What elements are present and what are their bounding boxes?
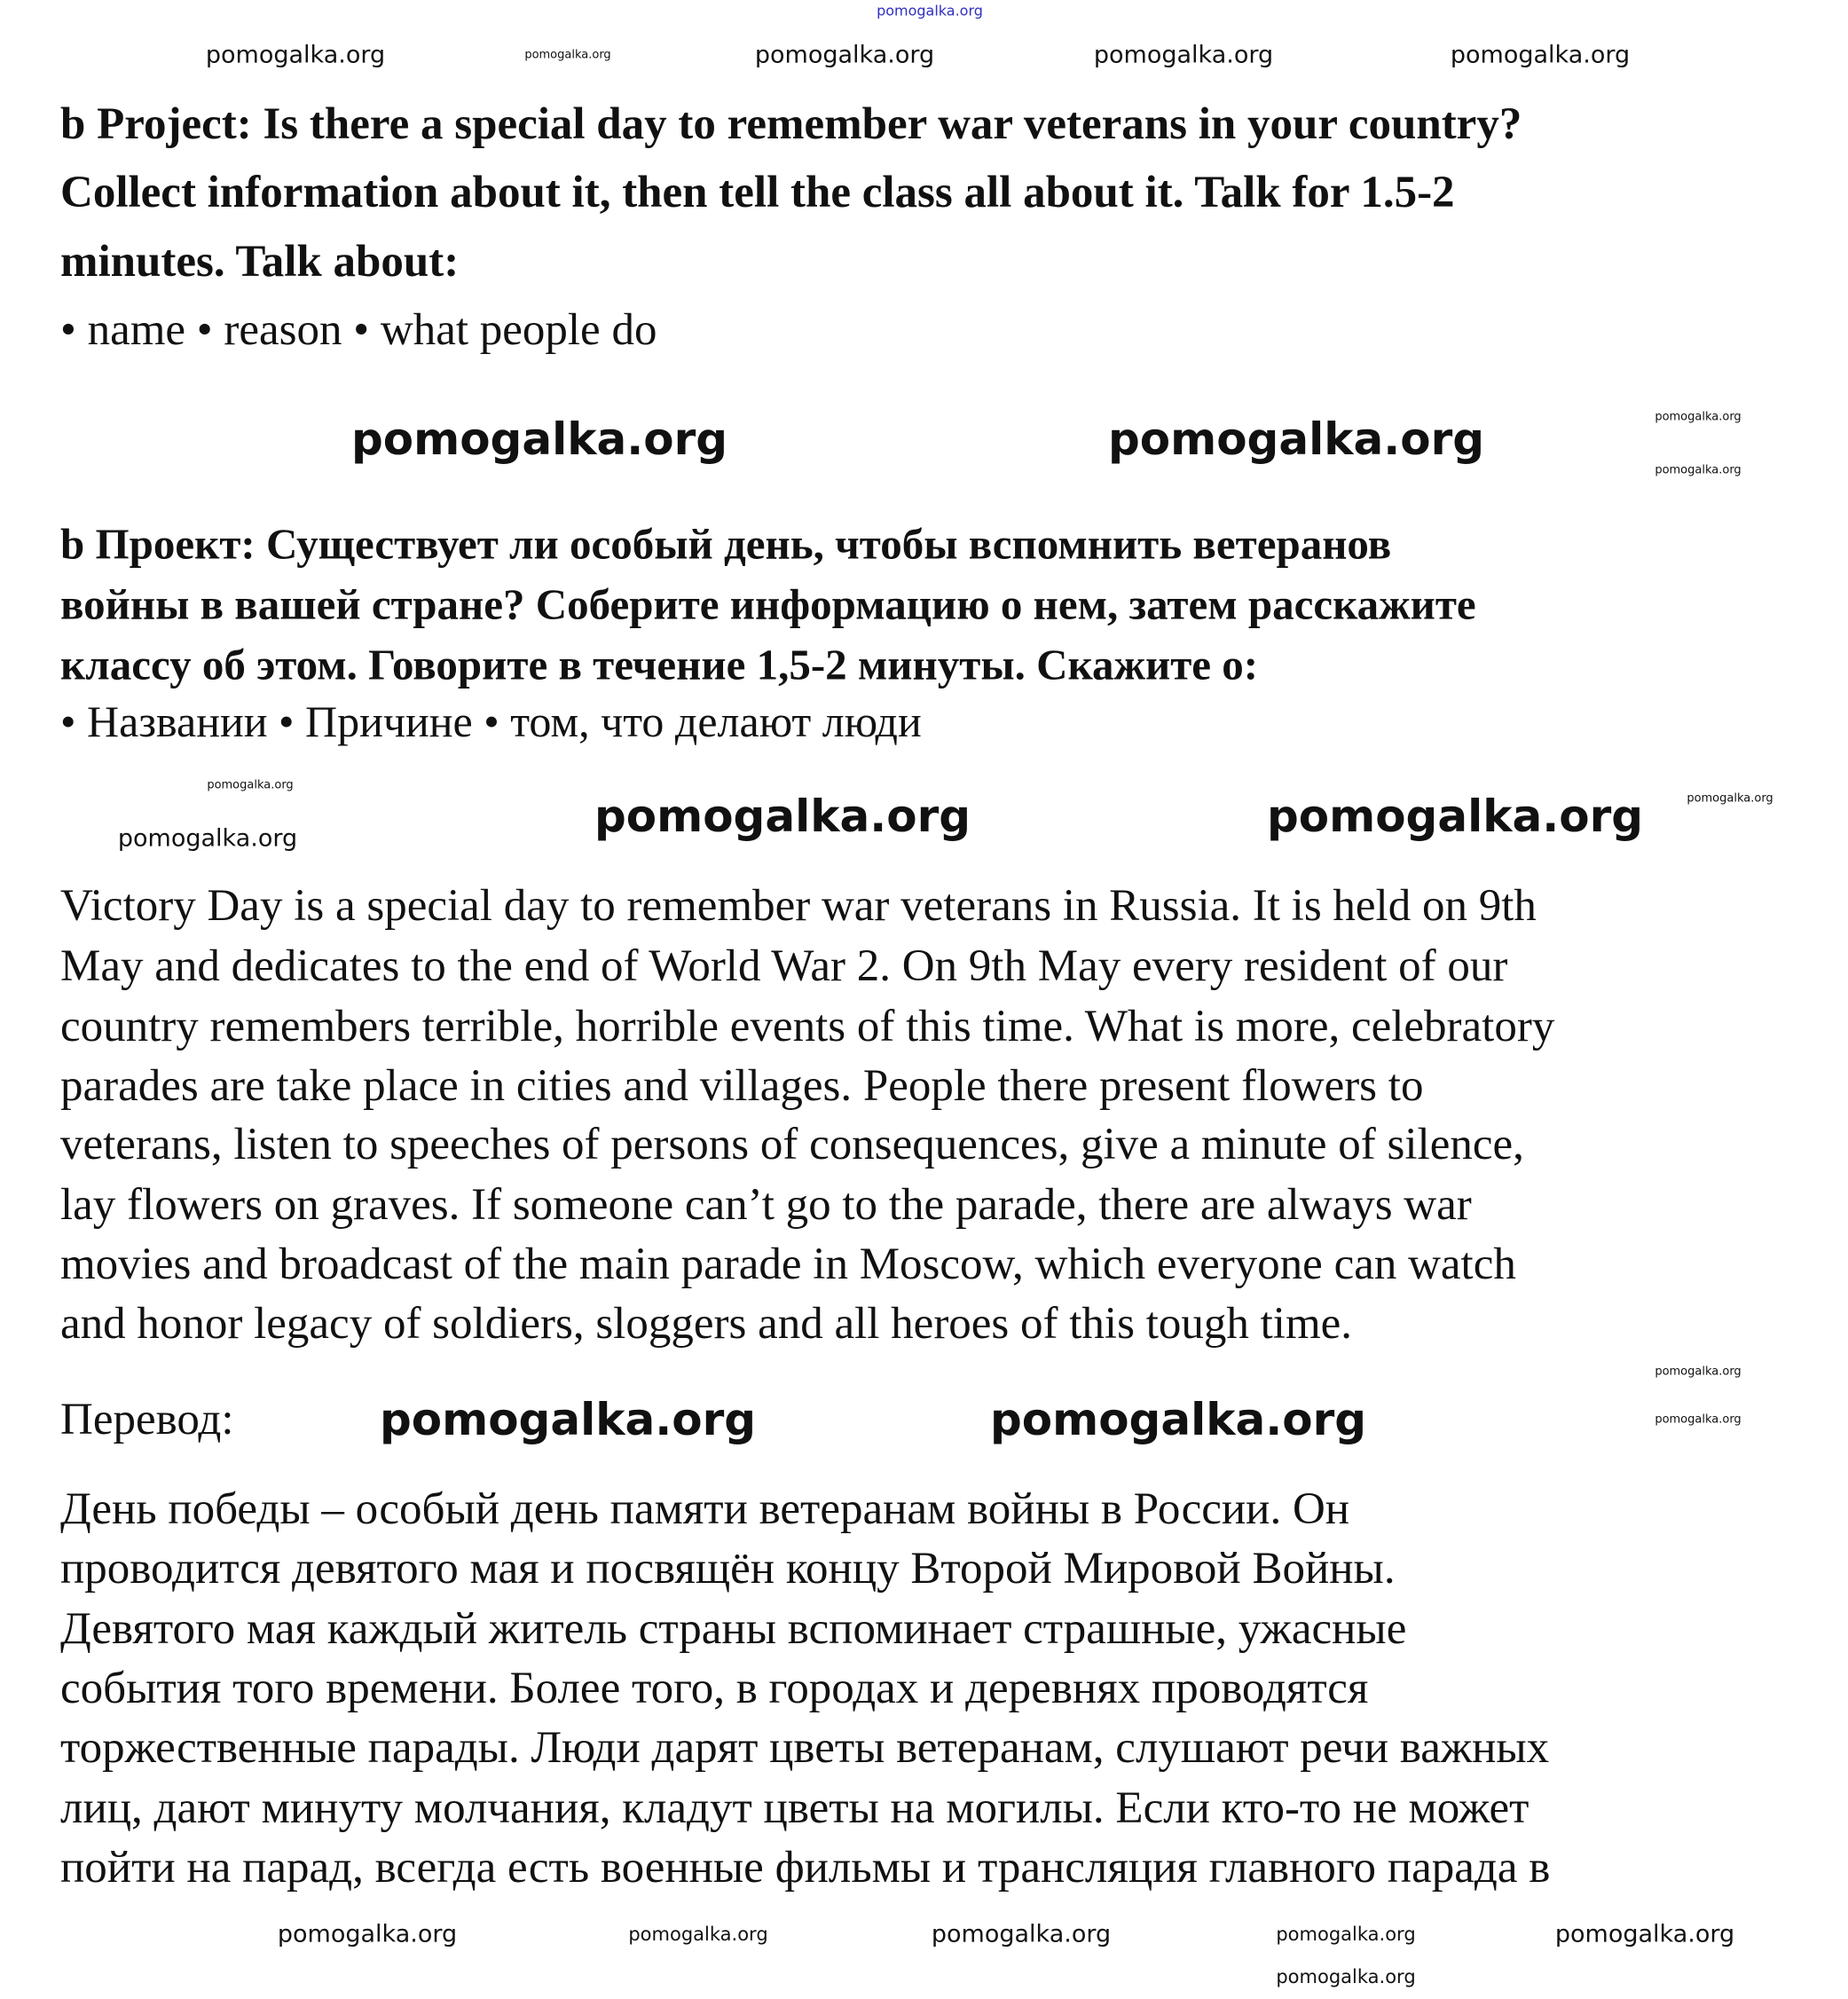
answer-ru-line: лиц, дают минуту молчания, кладут цветы на могилы. Если кто-то не может bbox=[60, 1783, 1530, 1833]
watermark: pomogalka.org bbox=[989, 1394, 1367, 1445]
watermark: pomogalka.org bbox=[1450, 41, 1631, 69]
watermark: pomogalka.org bbox=[1655, 410, 1742, 424]
answer-en-line: parades are take place in cities and villages. People there present flowers to bbox=[60, 1061, 1424, 1111]
task-ru-line: войны в вашей стране? Соберите информацию о нем, затем расскажите bbox=[60, 579, 1476, 629]
answer-ru-line: пойти на парад, всегда есть военные фильмы и трансляция главного парада в bbox=[60, 1843, 1551, 1893]
watermark: pomogalka.org bbox=[931, 1920, 1112, 1948]
watermark: pomogalka.org bbox=[1655, 1413, 1742, 1427]
watermark: pomogalka.org bbox=[877, 2, 983, 20]
watermark: pomogalka.org bbox=[754, 41, 935, 69]
answer-en-line: veterans, listen to speeches of persons of consequences, give a minute of silence, bbox=[60, 1120, 1524, 1169]
task-ru-line: классу об этом. Говорите в течение 1,5-2 минуты. Скажите о: bbox=[60, 640, 1259, 689]
watermark: pomogalka.org bbox=[524, 48, 611, 62]
task-en-line: b Project: Is there a special day to remember war veterans in your country? bbox=[60, 99, 1522, 149]
watermark: pomogalka.org bbox=[628, 1924, 768, 1945]
watermark: pomogalka.org bbox=[1655, 463, 1742, 477]
watermark: pomogalka.org bbox=[207, 778, 294, 792]
answer-en-line: Victory Day is a special day to remember war veterans in Russia. It is held on 9th bbox=[60, 881, 1537, 931]
watermark: pomogalka.org bbox=[594, 791, 971, 842]
answer-ru-line: Девятого мая каждый житель страны вспоминает страшные, ужасные bbox=[60, 1604, 1407, 1654]
answer-ru-line: торжественные парады. Люди дарят цветы ветеранам, слушают речи важных bbox=[60, 1723, 1550, 1773]
task-ru-line: b Проект: Существует ли особый день, чтобы вспомнить ветеранов bbox=[60, 519, 1392, 569]
translation-label: Перевод: bbox=[60, 1395, 234, 1444]
task-en-line: minutes. Talk about: bbox=[60, 237, 460, 287]
answer-en-line: and honor legacy of soldiers, sloggers and all heroes of this tough time. bbox=[60, 1299, 1353, 1349]
watermark: pomogalka.org bbox=[1554, 1920, 1735, 1948]
watermark: pomogalka.org bbox=[1687, 791, 1773, 806]
task-en-bullets: • name • reason • what people do bbox=[60, 305, 657, 355]
watermark: pomogalka.org bbox=[1093, 41, 1274, 69]
answer-en-line: country remembers terrible, horrible events of this time. What is more, celebratory bbox=[60, 1002, 1555, 1051]
watermark: pomogalka.org bbox=[1655, 1365, 1742, 1379]
watermark: pomogalka.org bbox=[1266, 791, 1644, 842]
watermark: pomogalka.org bbox=[379, 1394, 757, 1445]
task-en-line: Collect information about it, then tell the class all about it. Talk for 1.5-2 bbox=[60, 168, 1455, 217]
watermark: pomogalka.org bbox=[117, 824, 298, 853]
watermark: pomogalka.org bbox=[277, 1920, 458, 1948]
watermark: pomogalka.org bbox=[1276, 1966, 1416, 1987]
task-ru-bullets: • Названии • Причине • том, что делают люди bbox=[60, 697, 922, 746]
answer-ru-line: события того времени. Более того, в городах и деревнях проводятся bbox=[60, 1664, 1369, 1713]
watermark: pomogalka.org bbox=[205, 41, 386, 69]
answer-en-line: lay flowers on graves. If someone can’t go to the parade, there are always war bbox=[60, 1180, 1472, 1230]
answer-ru-line: проводится девятого мая и посвящён концу Второй Мировой Войны. bbox=[60, 1544, 1396, 1594]
answer-en-line: May and dedicates to the end of World War 2. On 9th May every resident of our bbox=[60, 941, 1508, 991]
watermark: pomogalka.org bbox=[350, 413, 728, 465]
answer-en-line: movies and broadcast of the main parade in Moscow, which everyone can watch bbox=[60, 1240, 1516, 1289]
watermark: pomogalka.org bbox=[1107, 413, 1485, 465]
watermark: pomogalka.org bbox=[1276, 1924, 1416, 1945]
answer-ru-line: День победы – особый день памяти ветеранам войны в России. Он bbox=[60, 1484, 1350, 1534]
